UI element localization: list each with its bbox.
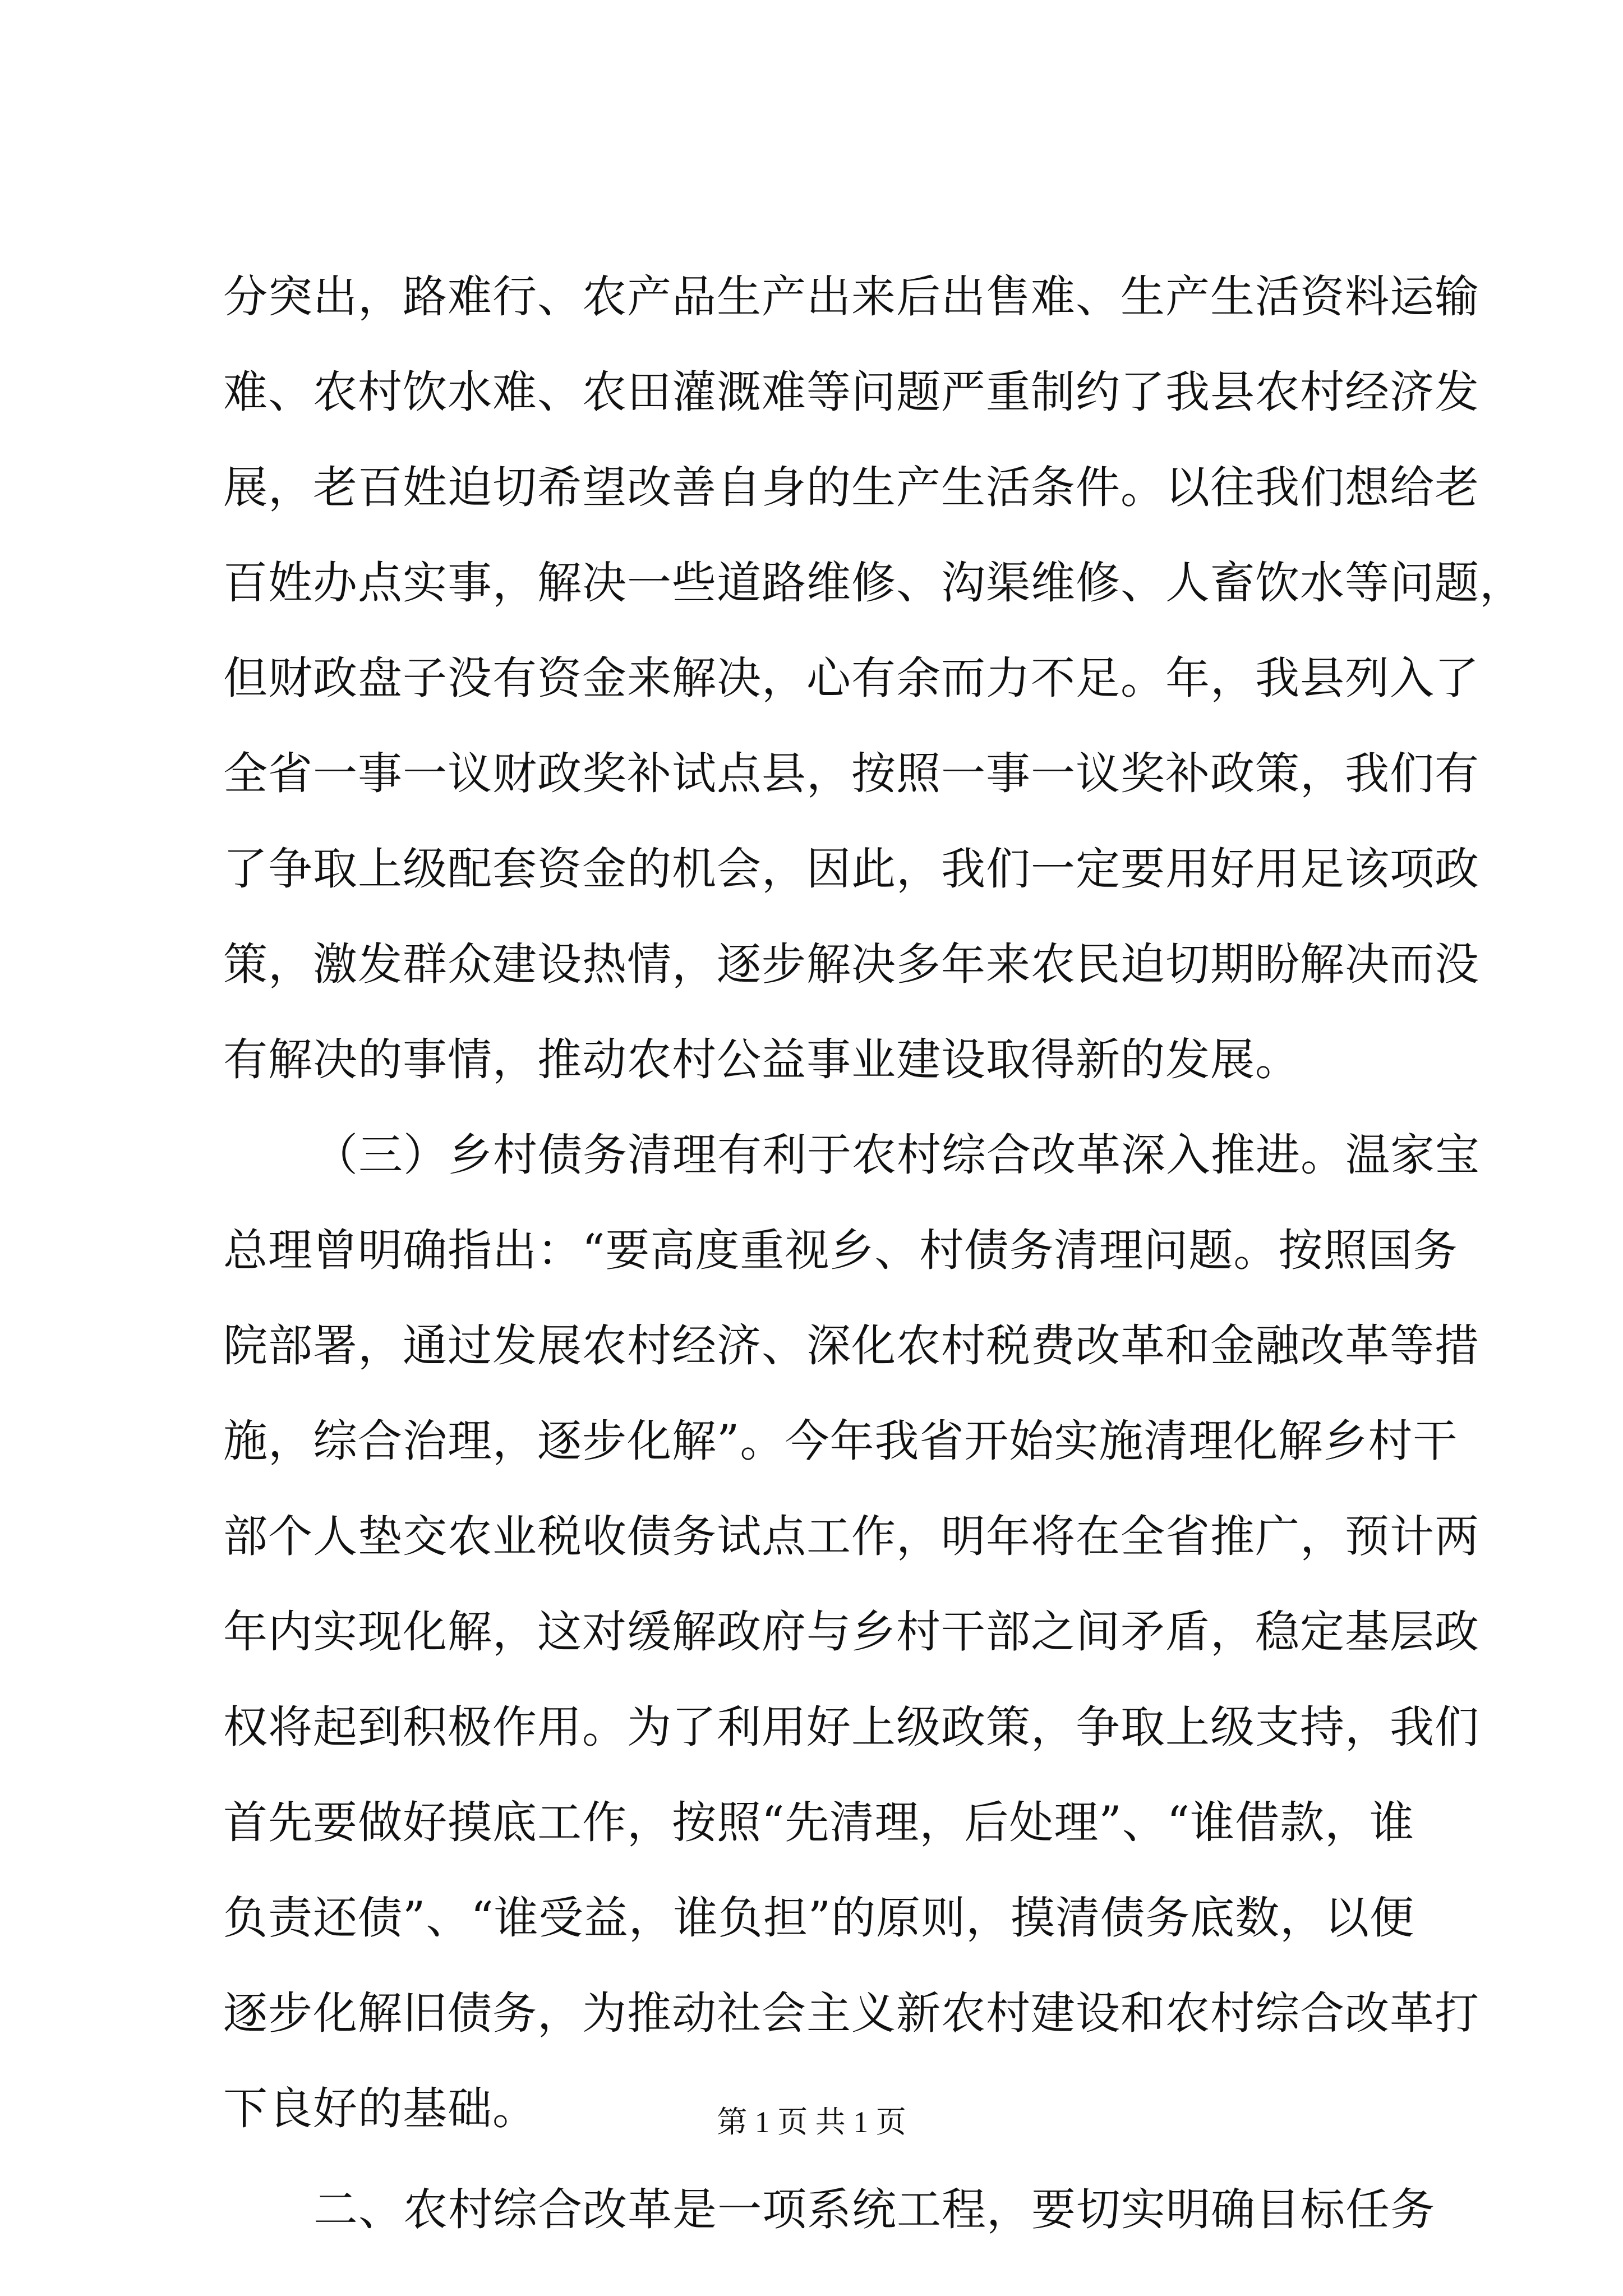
text-line: 有解决的事情，推动农村公益事业建设取得新的发展。 xyxy=(223,1034,1300,1085)
text-line: 逐步化解旧债务，为推动社会主义新农村建设和农村综合改革打 xyxy=(223,1987,1479,2039)
text-line: 展，老百姓迫切希望改善自身的生产生活条件。以往我们想给老 xyxy=(223,462,1479,513)
text-line: 了争取上级配套资金的机会，因此，我们一定要用好用足该项政 xyxy=(223,843,1479,895)
text-line: 总理曾明确指出：“要高度重视乡、村债务清理问题。按照国务 xyxy=(223,1225,1458,1276)
text-line: 难、农村饮水难、农田灌溉难等问题严重制约了我县农村经济发 xyxy=(223,366,1479,418)
text-line: 院部署，通过发展农村经济、深化农村税费改革和金融改革等措 xyxy=(223,1320,1479,1372)
text-line: 施，综合治理，逐步化解”。今年我省开始实施清理化解乡村干 xyxy=(223,1415,1458,1467)
text-line: 但财政盘子没有资金来解决，心有余而力不足。年，我县列入了 xyxy=(223,652,1479,704)
text-line: 负责还债”、“谁受益，谁负担”的原则，摸清债务底数，以便 xyxy=(223,1892,1415,1944)
text-line: （三）乡村债务清理有利于农村综合改革深入推进。温家宝 xyxy=(313,1129,1480,1181)
text-line: 全省一事一议财政奖补试点县，按照一事一议奖补政策，我们有 xyxy=(223,748,1479,799)
page-footer: 第 1 页 共 1 页 xyxy=(717,2105,906,2139)
text-line: 百姓办点实事，解决一些道路维修、沟渠维修、人畜饮水等问题， xyxy=(223,557,1524,609)
text-line: 分突出，路难行、农产品生产出来后出售难、生产生活资料运输 xyxy=(223,271,1479,323)
text-line: 下良好的基础。 xyxy=(223,2083,537,2134)
paragraph-2 xyxy=(223,1107,1480,2156)
paragraph-1 xyxy=(223,249,1524,1107)
text-line: 策，激发群众建设热情，逐步解决多年来农民迫切期盼解决而没 xyxy=(223,938,1479,990)
text-line: 部个人垫交农业税收债务试点工作，明年将在全省推广，预计两 xyxy=(223,1511,1479,1562)
text-line: 权将起到积极作用。为了利用好上级政策，争取上级支持，我们 xyxy=(223,1701,1479,1753)
section-heading: 二、农村综合改革是一项系统工程，要切实明确目标任务 xyxy=(313,2184,1435,2235)
document-body xyxy=(223,249,1524,2257)
text-line: 首先要做好摸底工作，按照“先清理，后处理”、“谁借款，谁 xyxy=(223,1797,1415,1848)
text-line: 年内实现化解，这对缓解政府与乡村干部之间矛盾，稳定基层政 xyxy=(223,1606,1479,1658)
